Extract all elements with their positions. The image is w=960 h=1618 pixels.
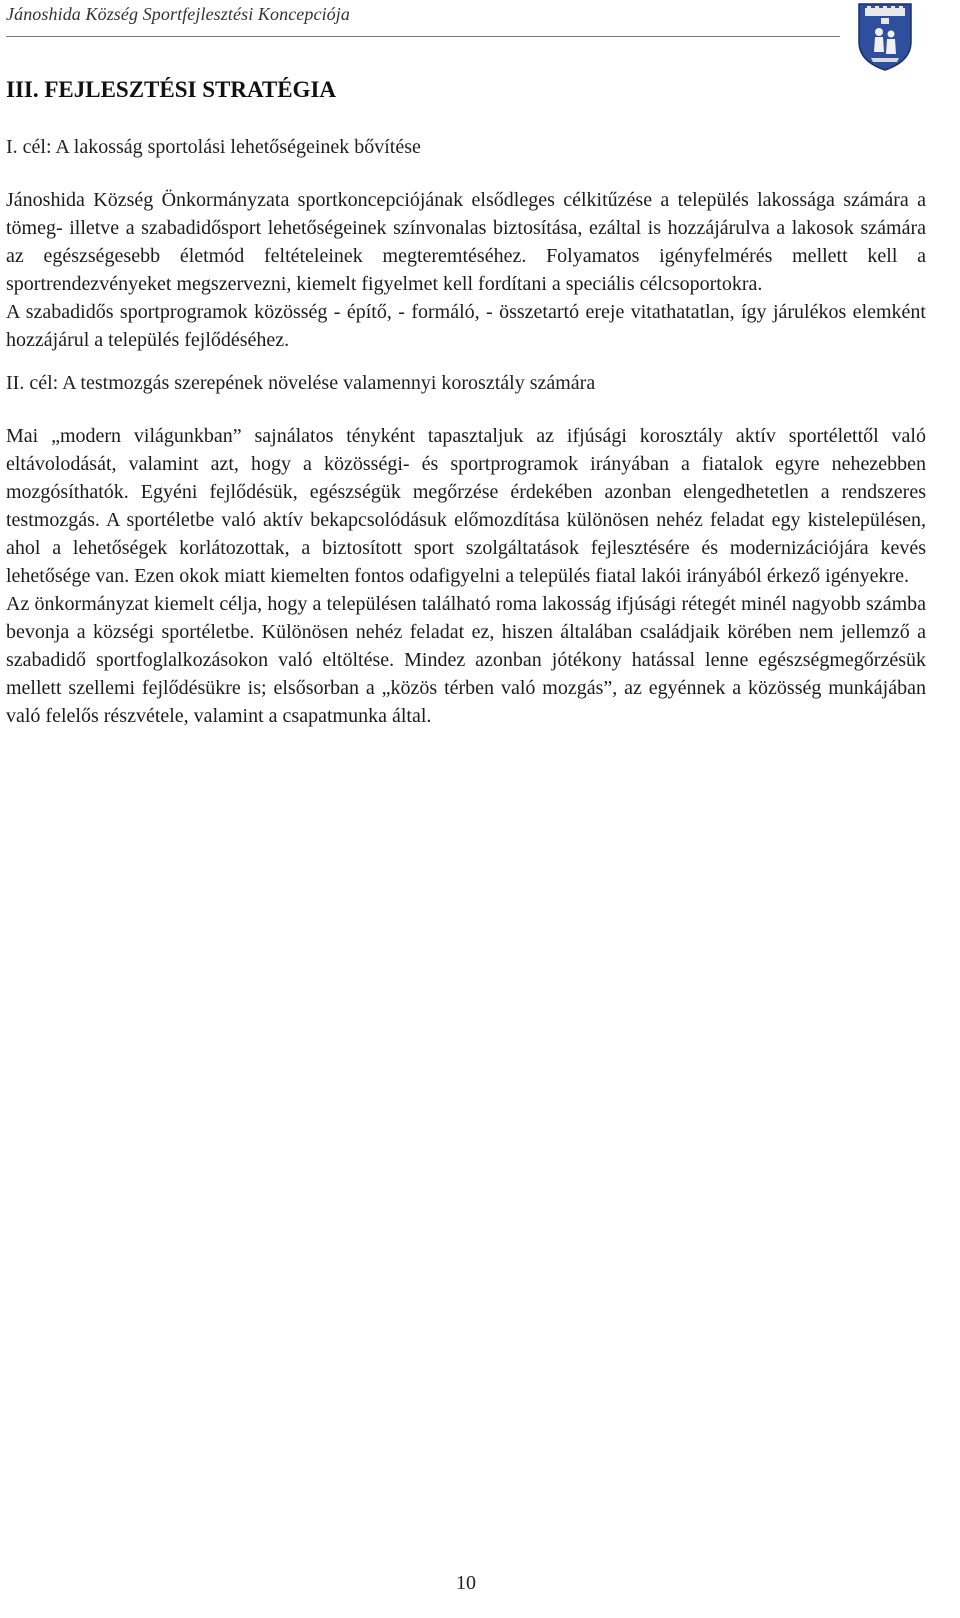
section-goal-1 xyxy=(6,132,926,354)
paragraph: Jánoshida Község Önkormányzata sportkoncepciójának elsődleges célkitűzése a település lakossága számára a tömeg- illetve a szabadidősport lehetőségeinek színvonalas biztosítása, ezáltal is hozzájárulva a lakosok számára az egészségesebb életmód feltételeinek megteremtéséhez. Folyamatos igényfelmérés mellett kell a sportrendezvényeket megszervezni, kiemelt figyelmet kell fordítani a speciális célcsoportokra. xyxy=(6,189,926,295)
paragraph: Az önkormányzat kiemelt célja, hogy a településen található roma lakosság ifjúsági rétegét minél nagyobb számba bevonja a községi sportéletbe. Különösen nehéz feladat ez, hiszen általában családjaik körében nem jellemző a szabadidő sportfoglalkozásokon való eltöltése. Mindez azonban jótékony hatással lenne egészségmegőrzésük mellett szellemi fejlődésükre is; elsősorban a „közös térben való mozgás”, az egyénnek a közösség munkájában való felelős részvétele, valamint a csapatmunka által. xyxy=(6,593,926,727)
running-header: Jánoshida Község Sportfejlesztési Koncepciója xyxy=(6,4,350,24)
section-heading: II. cél: A testmozgás szerepének növelése valamennyi korosztály számára xyxy=(6,372,596,394)
section-goal-2 xyxy=(6,368,926,730)
document-body xyxy=(6,70,926,730)
paragraph: Mai „modern világunkban” sajnálatos tényként tapasztaljuk az ifjúsági korosztály aktív sportélettől való eltávolodását, valamint azt, hogy a közösségi- és sportprogramok irányában a fiatalok egyre nehezebben mozgósíthatók. Egyéni fejlődésük, egészségük megőrzése érdekében azonban elengedhetetlen a rendszeres testmozgás. A sportéletbe való aktív bekapcsolódásuk előmozdítása különösen nehéz feladat egy kistelepülésen, ahol a lehetőségek korlátozottak, a biztosított sport szolgáltatások fejlesztésére és modernizációjára kevés lehetősége van. Ezen okok miatt kiemelten fontos odafigyelni a település fiatal lakói irányából érkező igényekre. xyxy=(6,425,926,587)
paragraph: A szabadidős sportprogramok közösség - építő, - formáló, - összetartó ereje vitathatatlan, így járulékos elemként hozzájárul a település fejlődéséhez. xyxy=(6,301,926,351)
header-divider xyxy=(6,36,840,37)
chapter-title: III. FEJLESZTÉSI STRATÉGIA xyxy=(6,77,337,102)
section-heading: I. cél: A lakosság sportolási lehetőségeinek bővítése xyxy=(6,136,421,158)
coat-of-arms-icon xyxy=(857,2,913,72)
page-number: 10 xyxy=(456,1572,476,1594)
